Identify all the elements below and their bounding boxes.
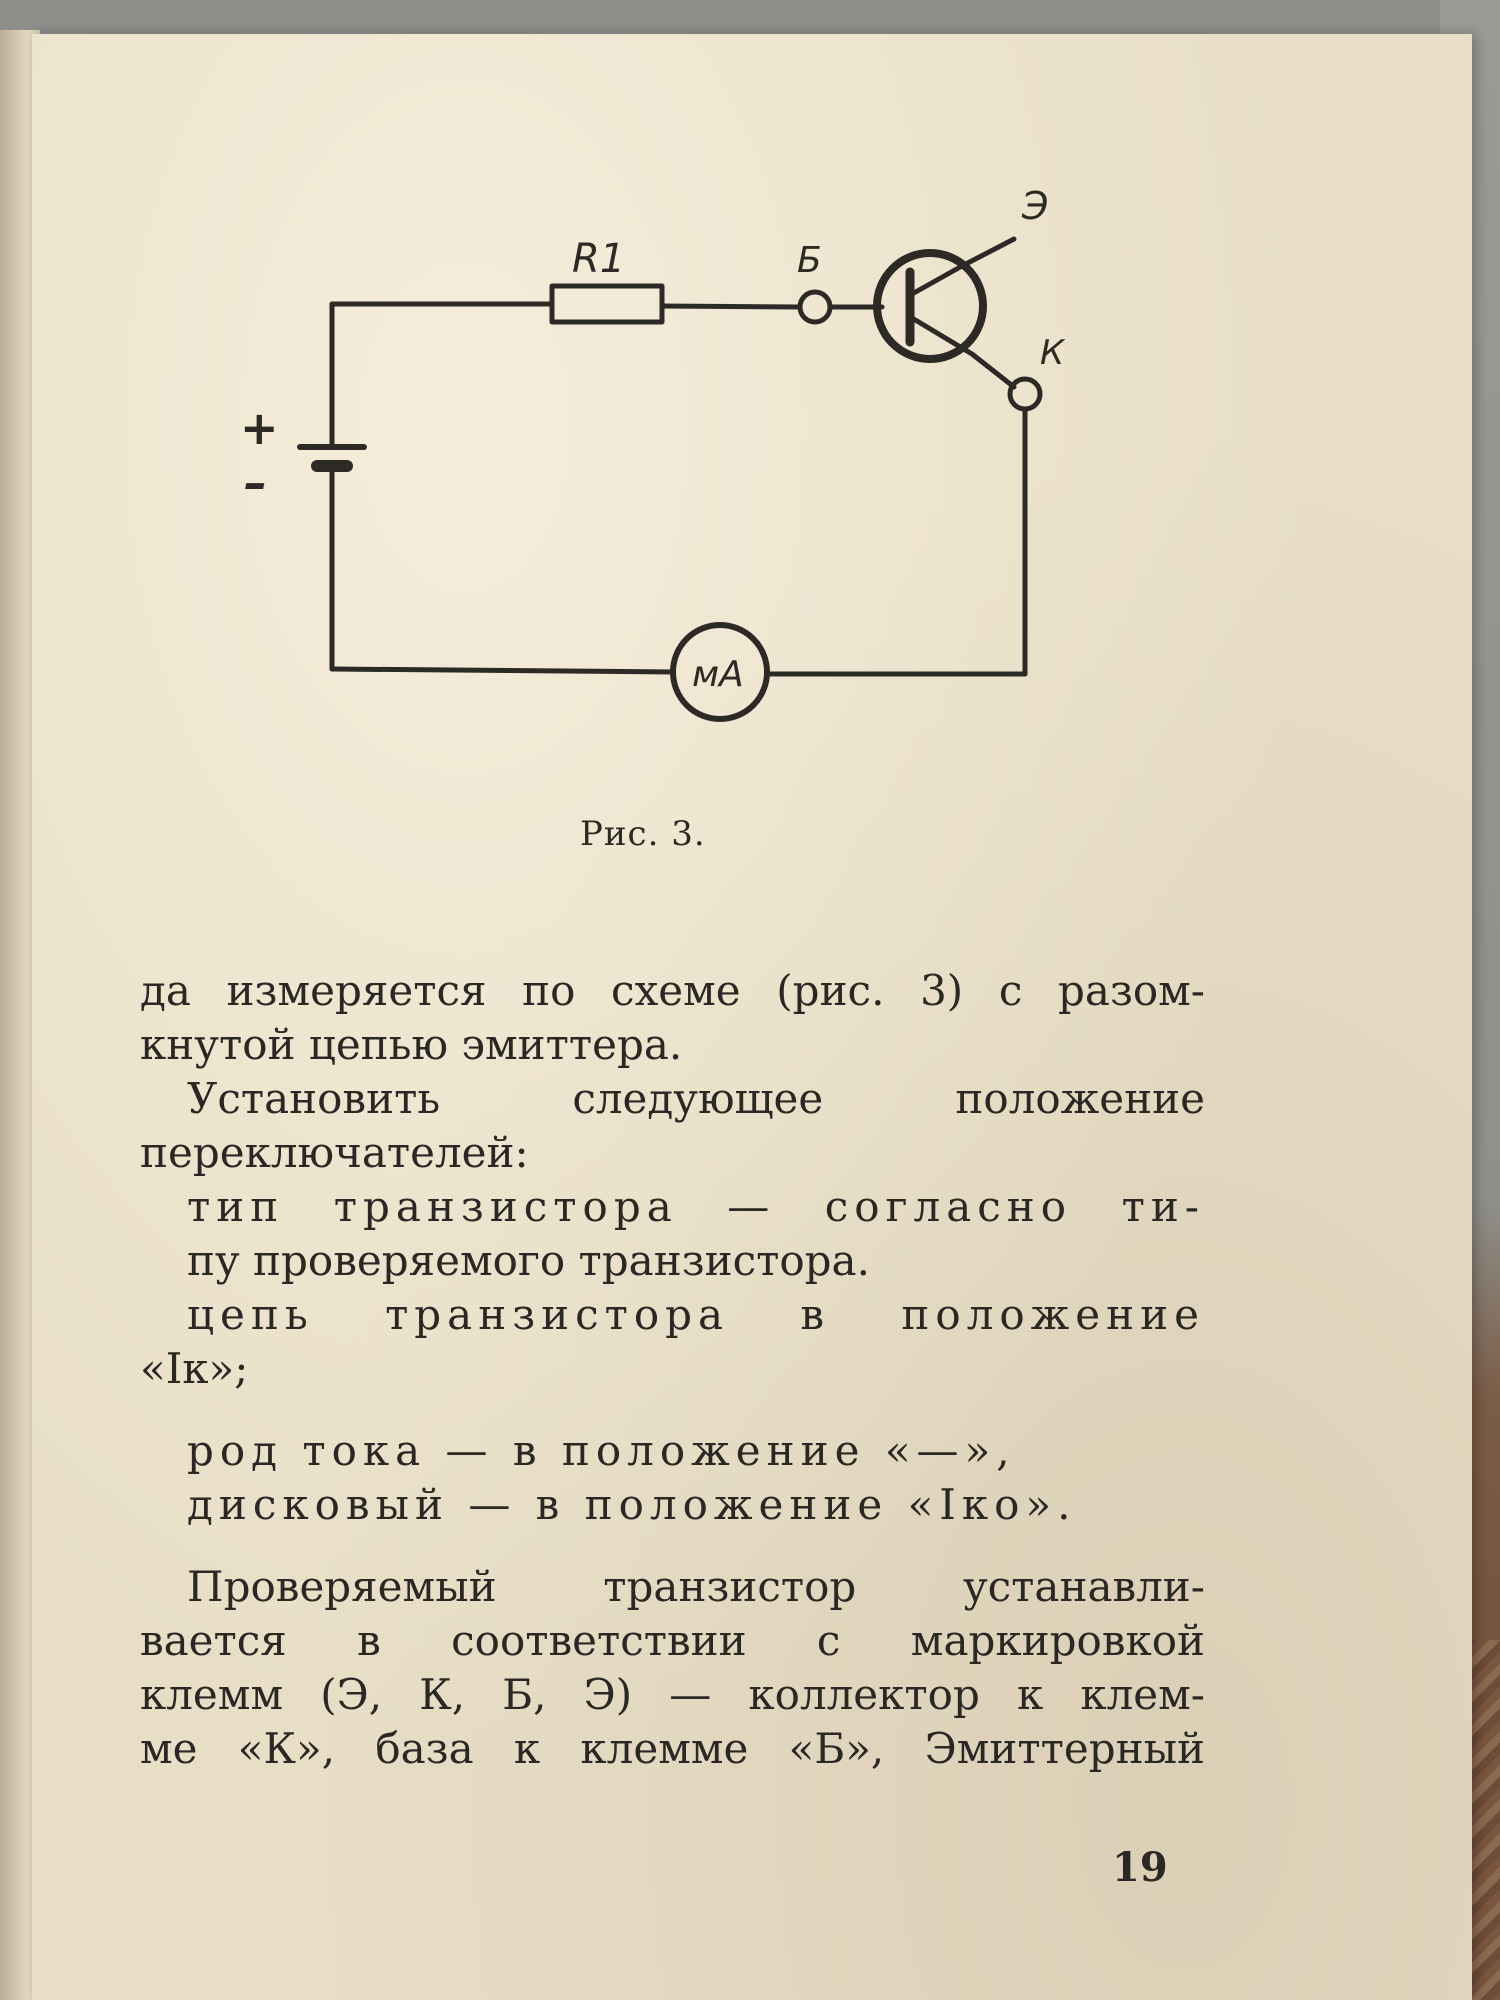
- book-page: [32, 34, 1472, 2000]
- text-line: кнутой цепью эмиттера.: [140, 1020, 683, 1069]
- collector-terminal: [1010, 379, 1040, 409]
- text-line: переключателей:: [140, 1128, 529, 1177]
- resistor-r1: [552, 286, 662, 322]
- label-minus: –: [244, 456, 267, 510]
- transistor-circle: [877, 253, 983, 359]
- text-line: ме «К», база к клемме «Б», Эмиттерный: [140, 1724, 1205, 1773]
- wire-bottom-left: [332, 669, 673, 672]
- collector-lead: [912, 318, 1014, 387]
- circuit-diagram: [182, 154, 1182, 774]
- label-collector: К: [1040, 333, 1065, 373]
- text-line: «Iк»;: [140, 1344, 249, 1393]
- body-text: [140, 964, 1205, 1776]
- figure-caption: Рис. 3.: [580, 814, 706, 854]
- label-plus: +: [240, 401, 279, 455]
- label-meter: мА: [692, 654, 744, 695]
- page-number: 19: [1112, 1844, 1168, 1891]
- text-line: вается в соответствии с маркировкой: [140, 1616, 1205, 1665]
- emitter-lead: [912, 239, 1014, 294]
- text-line: дисковый — в положение «Iко».: [187, 1480, 1077, 1529]
- wire-top-right: [662, 306, 800, 307]
- text-line: цепь транзистора в положение: [187, 1290, 1205, 1339]
- text-line: род тока — в положение «—»,: [187, 1426, 1016, 1475]
- text-line: да измеряется по схеме (рис. 3) с разом-: [140, 966, 1205, 1015]
- text-line: Установить следующее положение: [187, 1074, 1205, 1123]
- base-terminal: [800, 292, 830, 322]
- text-line: клемм (Э, К, Б, Э) — коллектор к клем-: [140, 1670, 1205, 1719]
- label-base: Б: [797, 240, 822, 281]
- text-line: Проверяемый транзистор устанавли-: [187, 1562, 1205, 1611]
- label-r1: R1: [572, 236, 626, 282]
- label-emitter: Э: [1022, 184, 1049, 228]
- text-line: пу проверяемого транзистора.: [187, 1236, 870, 1285]
- text-line: тип транзистора — согласно ти-: [187, 1182, 1205, 1231]
